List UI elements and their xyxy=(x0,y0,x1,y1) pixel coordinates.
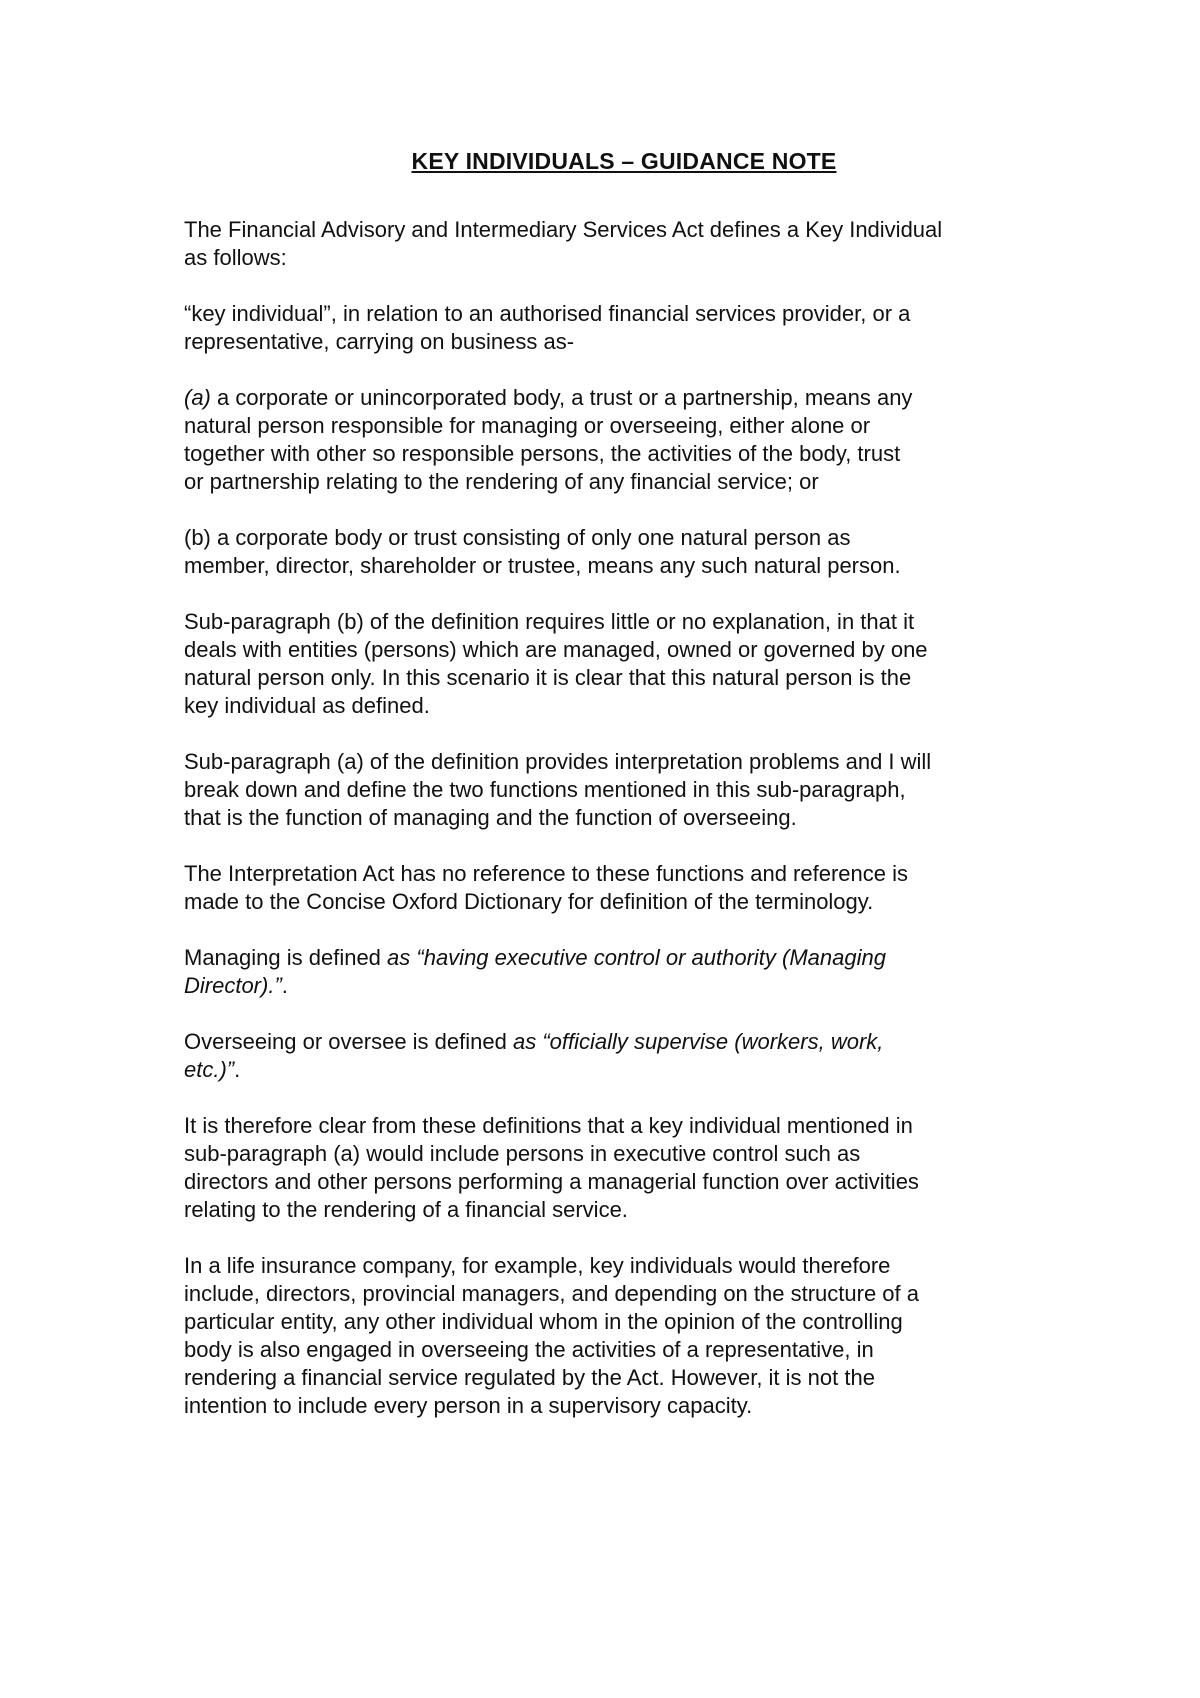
text-line: Sub-paragraph (b) of the definition requires little or no explanation, in that it xyxy=(184,609,915,634)
text-line: The Interpretation Act has no reference to these functions and reference is xyxy=(184,861,908,886)
clause-a-line: a corporate or unincorporated body, a trust or a partnership, means any xyxy=(210,385,913,410)
sub-paragraph-b-explanation xyxy=(184,608,1064,720)
oversee-quote: etc.)” xyxy=(184,1057,235,1082)
text-line: rendering a financial service regulated by the Act. However, it is not the xyxy=(184,1365,875,1390)
clause-b-line: (b) a corporate body or trust consisting of only one natural person as xyxy=(184,525,851,550)
text-line: It is therefore clear from these definitions that a key individual mentioned in xyxy=(184,1113,913,1138)
clause-a-line: natural person responsible for managing or overseeing, either alone or xyxy=(184,413,871,438)
clause-a-paragraph xyxy=(184,384,1064,496)
text-line: intention to include every person in a supervisory capacity. xyxy=(184,1393,753,1418)
definition-line: representative, carrying on business as- xyxy=(184,329,575,354)
intro-paragraph xyxy=(184,216,1064,272)
oversee-definition-paragraph xyxy=(184,1028,1064,1084)
text-line: sub-paragraph (a) would include persons in executive control such as xyxy=(184,1141,861,1166)
managing-definition-paragraph xyxy=(184,944,1064,1000)
clause-a-label: (a) xyxy=(184,385,211,410)
text-line: Sub-paragraph (a) of the definition provides interpretation problems and I will xyxy=(184,749,932,774)
text-line: key individual as defined. xyxy=(184,693,430,718)
text-line: natural person only. In this scenario it is clear that this natural person is the xyxy=(184,665,912,690)
conclusion-paragraph xyxy=(184,1112,1064,1224)
text-line: that is the function of managing and the function of overseeing. xyxy=(184,805,797,830)
text-line: made to the Concise Oxford Dictionary for definition of the terminology. xyxy=(184,889,874,914)
text-line: deals with entities (persons) which are managed, owned or governed by one xyxy=(184,637,928,662)
managing-quote: as “having executive control or authority (Managing xyxy=(387,945,886,970)
oversee-quote: as “officially supervise (workers, work, xyxy=(512,1029,884,1054)
clause-b-paragraph xyxy=(184,524,1064,580)
document-title: KEY INDIVIDUALS – GUIDANCE NOTE xyxy=(411,148,837,174)
intro-line: as follows: xyxy=(184,245,287,270)
text-line: particular entity, any other individual whom in the opinion of the controlling xyxy=(184,1309,903,1334)
text-line: directors and other persons performing a managerial function over activities xyxy=(184,1169,919,1194)
text-line: include, directors, provincial managers, and depending on the structure of a xyxy=(184,1281,919,1306)
clause-a-line: together with other so responsible persons, the activities of the body, trust xyxy=(184,441,901,466)
managing-end: . xyxy=(281,973,288,998)
managing-quote: Director).” xyxy=(184,973,282,998)
text-line: break down and define the two functions mentioned in this sub-paragraph, xyxy=(184,777,906,802)
definition-line: “key individual”, in relation to an authorised financial services provider, or a xyxy=(184,301,911,326)
clause-b-line: member, director, shareholder or trustee, means any such natural person. xyxy=(184,553,901,578)
interpretation-act-paragraph xyxy=(184,860,1064,916)
intro-line: The Financial Advisory and Intermediary Services Act defines a Key Individual xyxy=(184,217,943,242)
text-line: body is also engaged in overseeing the activities of a representative, in xyxy=(184,1337,874,1362)
document-body xyxy=(184,146,1064,1448)
oversee-end: . xyxy=(234,1057,241,1082)
clause-a-line: or partnership relating to the rendering of any financial service; or xyxy=(184,469,819,494)
text-line: In a life insurance company, for example, key individuals would therefore xyxy=(184,1253,891,1278)
definition-paragraph xyxy=(184,300,1064,356)
sub-paragraph-a-explanation xyxy=(184,748,1064,832)
life-insurance-example-paragraph xyxy=(184,1252,1064,1420)
managing-prefix: Managing is defined xyxy=(184,945,388,970)
text-line: relating to the rendering of a financial service. xyxy=(184,1197,628,1222)
oversee-prefix: Overseeing or oversee is defined xyxy=(184,1029,513,1054)
